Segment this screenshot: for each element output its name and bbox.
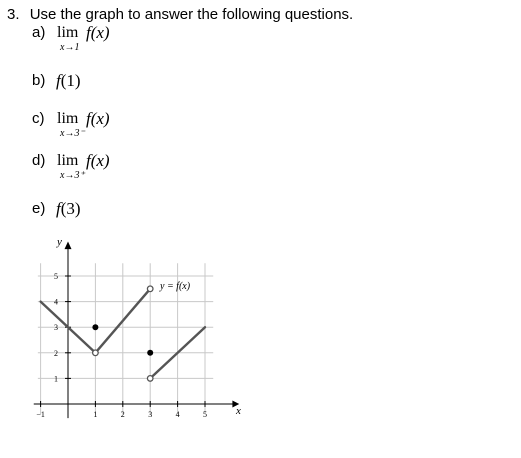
x-tick-label: −1 <box>36 410 45 419</box>
y-tick-label: 1 <box>54 374 58 384</box>
lim-operator: lim <box>57 24 79 41</box>
lim-operator: lim <box>57 110 79 127</box>
x-tick-label: 2 <box>120 410 125 419</box>
x-axis-label: x <box>236 405 241 417</box>
part-letter: e) <box>32 200 46 217</box>
x-tick-label: 1 <box>93 410 98 419</box>
function-expression: f(x) <box>86 23 110 42</box>
y-axis-arrow <box>65 241 72 249</box>
closed-point <box>92 324 98 330</box>
y-tick-label: 2 <box>54 348 58 358</box>
function-expression: f(x) <box>86 109 110 128</box>
part-letter: c) <box>32 110 45 127</box>
function-expression: f(x) <box>86 151 110 170</box>
lim-operator: lim <box>57 152 79 169</box>
question-number: 3. <box>7 6 20 23</box>
open-point <box>147 286 153 292</box>
function-argument: (3) <box>60 199 81 218</box>
open-point <box>93 350 99 356</box>
lim-subscript: x→3⁺ <box>60 170 85 181</box>
tick-labels <box>36 272 207 419</box>
function-argument: (1) <box>60 71 81 90</box>
question-text: Use the graph to answer the following questions. <box>29 6 354 23</box>
part-letter: a) <box>32 24 46 41</box>
x-tick-label: 3 <box>148 410 153 419</box>
function-name: f <box>56 199 61 218</box>
part-letter: b) <box>32 72 46 89</box>
axes <box>34 241 240 418</box>
curve-label: y = f(x) <box>160 281 191 292</box>
closed-point <box>147 350 153 356</box>
x-tick-label: 5 <box>203 410 207 419</box>
lim-subscript: x→1 <box>60 42 80 53</box>
y-tick-label: 4 <box>54 297 58 307</box>
lim-subscript: x→3⁻ <box>60 128 85 139</box>
function-name: f <box>56 71 61 90</box>
y-tick-label: 3 <box>54 323 58 333</box>
part-letter: d) <box>32 152 46 169</box>
x-tick-label: 4 <box>175 410 180 419</box>
y-tick-label: 5 <box>54 272 58 281</box>
y-axis-label: y <box>57 236 62 248</box>
open-point <box>147 376 153 382</box>
